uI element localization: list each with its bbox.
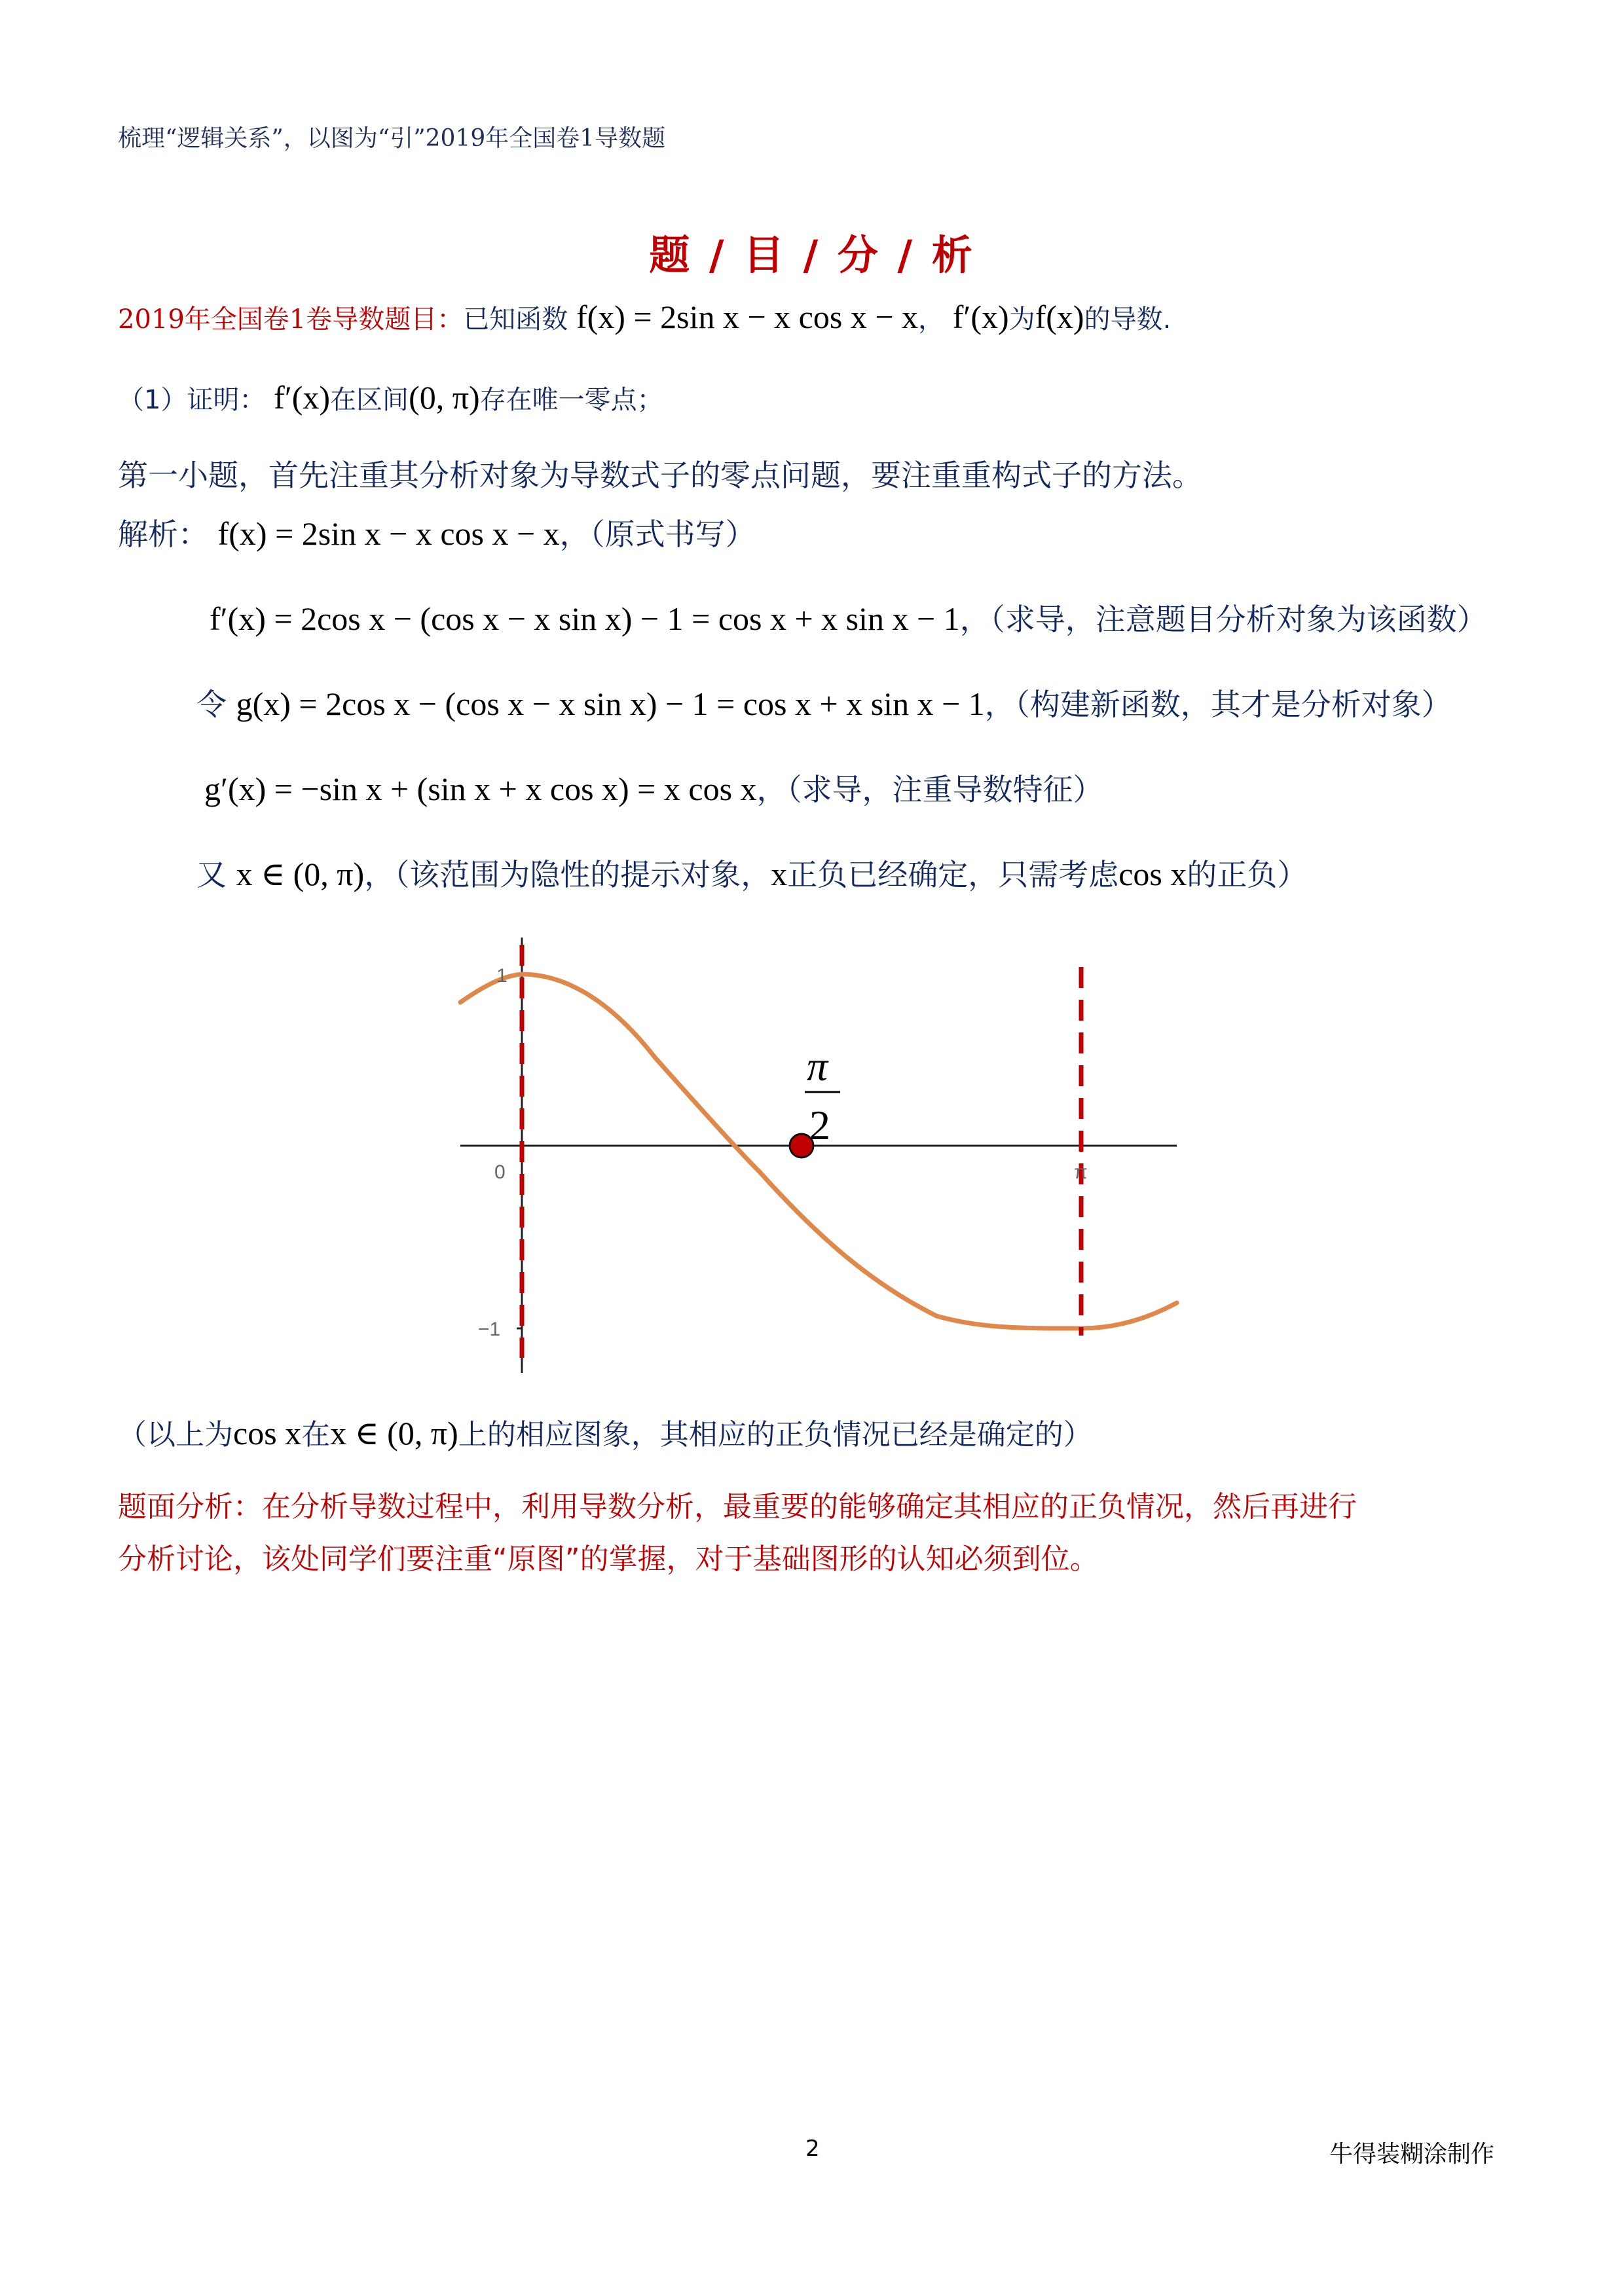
question-1-mid: 在区间 (330, 385, 409, 415)
tick-label-zero: 0 (494, 1161, 506, 1183)
step-note: ，（求导，注意题目分析对象为该函数） (959, 602, 1487, 637)
f-prime: f′(x) (274, 379, 331, 416)
chart-caption (118, 1411, 1092, 1453)
f-definition: f(x) = 2sin x − x cos x − x (576, 299, 919, 335)
f-definition: f(x) = 2sin x − x cos x − x (217, 515, 560, 552)
stem-mid: 为 (1008, 304, 1035, 335)
step-prefix: 又 (196, 857, 227, 892)
step-note: 正负已经确定，只需考虑 (787, 857, 1119, 892)
question-1 (118, 378, 663, 416)
caption-text: 在 (301, 1418, 331, 1451)
surface-analysis-line-1: 题面分析：在分析导数过程中，利用导数分析，最重要的能够确定其相应的正负情况，然后再进行 (118, 1490, 1357, 1523)
step-prefix: 令 (196, 687, 227, 722)
caption-math: x ∈ (0, π) (330, 1415, 458, 1451)
analysis-line (118, 511, 756, 554)
f-x: f(x) (1035, 299, 1084, 335)
problem-label: 2019年全国卷1卷导数题目： (118, 304, 464, 335)
tick-label-pi: π (1074, 1161, 1088, 1183)
problem-statement (118, 298, 1171, 336)
analysis-note: ，（原式书写） (559, 517, 756, 552)
caption-text: 上的相应图象，其相应的正负情况已经是确定的） (458, 1418, 1092, 1451)
page-number: 2 (805, 2136, 820, 2162)
pi-half-denominator: 2 (809, 1102, 830, 1148)
step-range (196, 851, 1307, 894)
footer-credit: 牛得装糊涂制作 (1329, 2141, 1495, 2168)
step-math: x (771, 856, 788, 892)
cosine-chart (445, 917, 1192, 1388)
step-note: ，（该范围为隐性的提示对象， (364, 857, 771, 892)
question-1-suffix: 存在唯一零点； (479, 385, 663, 415)
step-math: f′(x) = 2cos x − (cos x − x sin x) − 1 = cos x + x sin x − 1 (210, 600, 960, 637)
step-math: g′(x) = −sin x + (sin x + x cos x) = x cos x (204, 771, 757, 807)
problem-stem-prefix: 已知函数 (463, 304, 568, 335)
step-derivative (210, 596, 1487, 639)
step-note: 的正负） (1187, 857, 1308, 892)
analysis-label: 解析： (118, 517, 208, 552)
surface-analysis-line-2: 分析讨论，该处同学们要注重“原图”的掌握，对于基础图形的认知必须到位。 (118, 1542, 1099, 1576)
question-1-label: （1）证明： (118, 385, 266, 415)
cosine-curve (460, 974, 1177, 1328)
pi-half-numerator: π (807, 1043, 828, 1089)
tick-label-one: 1 (496, 965, 507, 987)
step-g-derivative (204, 766, 1103, 809)
stem-suffix: 的导数. (1084, 304, 1172, 335)
caption-text: （以上为 (118, 1418, 233, 1451)
step-construct-g (196, 681, 1452, 724)
section-title: 题 / 目 / 分 / 析 (649, 231, 975, 279)
f-prime: f′(x) (952, 299, 1009, 335)
interval: (0, π) (409, 379, 480, 416)
separator: ， (918, 304, 945, 335)
caption-math: cos x (233, 1415, 302, 1451)
step-math: g(x) = 2cos x − (cos x − x sin x) − 1 = cos x + x sin x − 1 (236, 685, 985, 722)
tick-label-neg-one: −1 (478, 1319, 501, 1340)
step-math: cos x (1118, 856, 1187, 892)
step-note: ，（构建新函数，其才是分析对象） (984, 687, 1452, 722)
step-note: ，（求导，注重导数特征） (756, 772, 1103, 807)
running-header: 梳理“逻辑关系”，以图为“引”2019年全国卷1导数题 (118, 125, 666, 152)
paragraph-intro: 第一小题，首先注重其分析对象为导数式子的零点问题，要注重重构式子的方法。 (118, 458, 1202, 493)
step-math: x ∈ (0, π) (236, 856, 365, 892)
